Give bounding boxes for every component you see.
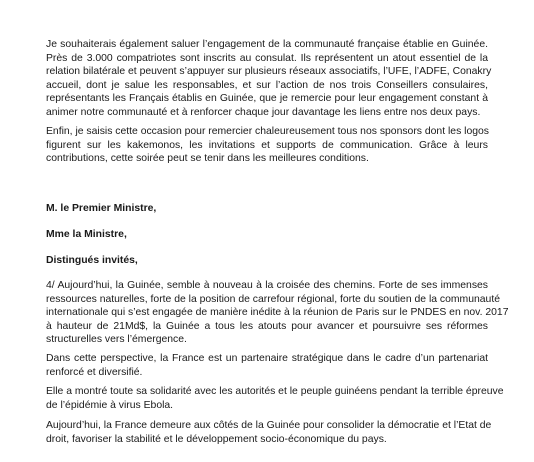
paragraph-line: de l’épidémie à virus Ebola.: [46, 399, 174, 411]
paragraph-guinea-crossroads: [46, 279, 509, 347]
paragraph-line: représentants les Français établis en Guinée, que je remercie pour leur engagement constant à: [46, 93, 488, 105]
paragraph-line: Enfin, je saisis cette occasion pour remercier chaleureusement tous nos sponsors dont les logos: [46, 126, 489, 137]
paragraph-line: accueil, dont je salue les responsables, et sur l’action de nos trois Conseillers consulaires,: [46, 79, 488, 91]
paragraph-line: à hauteur de 21Md$, la Guinée a tous les atouts pour avancer et poursuivre ses réformes: [46, 320, 488, 332]
paragraph-line: ressources naturelles, forte de la position de carrefour régional, forte du soutien de la communauté: [46, 293, 500, 305]
paragraph-line: internationale qui s’est engagée de manière inédite à la réunion de Paris sur le PNDES en nov. 2017: [46, 307, 509, 319]
salutation-guests: Distingués invités,: [46, 255, 138, 266]
paragraph-sponsors: [46, 125, 488, 166]
paragraph-partnership: [46, 352, 488, 379]
paragraph-ebola: [46, 385, 504, 412]
salutation-minister: Mme la Ministre,: [46, 229, 127, 240]
paragraph-line: 4/ Aujourd’hui, la Guinée, semble à nouveau à la croisée des chemins. Forte de ses immenses: [46, 280, 488, 291]
paragraph-line: Près de 3.000 compatriotes sont inscrits au consulat. Ils représentent un atout essentiel de la: [46, 52, 488, 64]
salutation-prime-minister: M. le Premier Ministre,: [46, 203, 157, 214]
paragraph-community: [46, 38, 492, 120]
paragraph-line: animer notre communauté et à renforcer chaque jour davantage les liens entre nos deux pays.: [46, 106, 481, 118]
paragraph-line: Elle a montré toute sa solidarité avec les autorités et le peuple guinéens pendant la terrible épreuve: [46, 386, 504, 397]
paragraph-line: relation bilatérale et peuvent s’appuyer sur plusieurs réseaux associatifs, l’UFE, l’ADFE, Conakry: [46, 66, 492, 78]
paragraph-line: Je souhaiterais également saluer l’engagement de la communauté française établie en Guinée.: [46, 39, 488, 50]
paragraph-line: contributions, cette soirée peut se tenir dans les meilleures conditions.: [46, 153, 369, 165]
paragraph-line: Aujourd’hui, la France demeure aux côtés de la Guinée pour consolider la démocratie et l’Etat de: [46, 420, 492, 431]
paragraph-line: figurent sur les kakemonos, les invitations et supports de communication. Grâce à leurs: [46, 139, 488, 151]
paragraph-line: structurelles vers l’émergence.: [46, 334, 187, 346]
paragraph-line: droit, favoriser la stabilité et le développement socio-économique du pays.: [46, 433, 387, 445]
paragraph-democracy: [46, 419, 492, 446]
paragraph-line: renforcé et diversifié.: [46, 366, 143, 378]
paragraph-line: Dans cette perspective, la France est un partenaire stratégique dans le cadre d’un partenariat: [46, 353, 488, 364]
